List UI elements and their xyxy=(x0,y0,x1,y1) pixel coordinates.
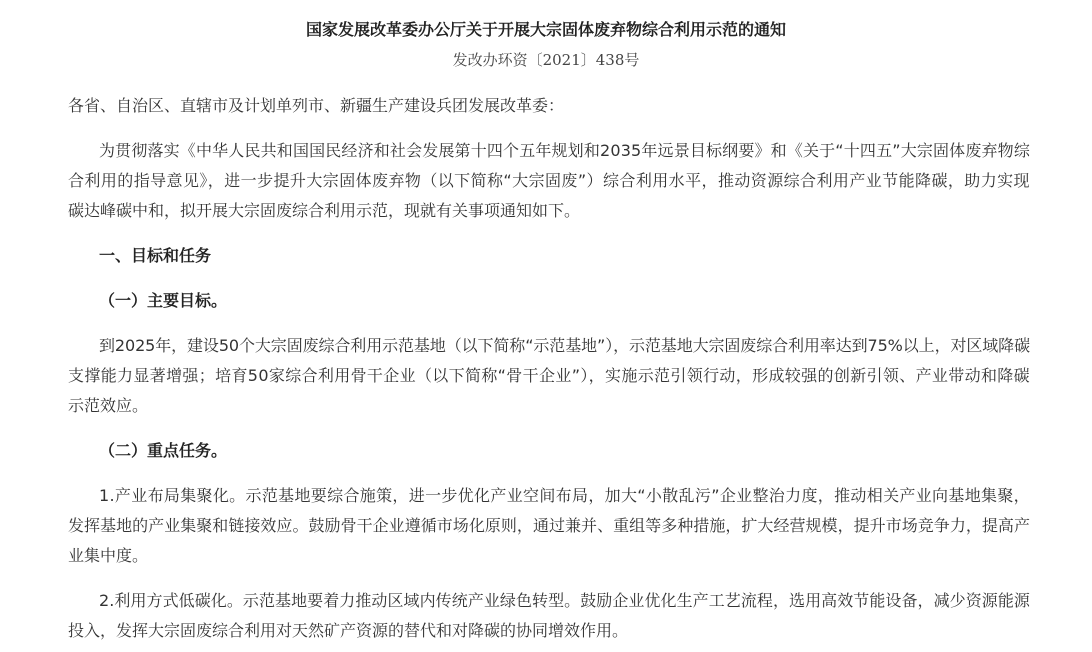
document-number: 发改办环资〔2021〕438号 xyxy=(452,51,640,69)
paragraph-line: 投入，发挥大宗固废综合利用对天然矿产资源的替代和对降碳的协同增效作用。 xyxy=(68,621,629,640)
paragraph-line: 碳达峰碳中和，拟开展大宗固废综合利用示范，现就有关事项通知如下。 xyxy=(68,201,581,220)
paragraph-line: 为贯彻落实《中华人民共和国国民经济和社会发展第十四个五年规划和2035年远景目标纲要》和《关于“十四五”大宗固体废弃物综 xyxy=(99,141,1030,160)
goal-paragraph xyxy=(68,331,1030,421)
paragraph-line: 2.利用方式低碳化。示范基地要着力推动区域内传统产业绿色转型。鼓励企业优化生产工艺流程，选用高效节能设备，减少资源能源 xyxy=(99,591,1030,610)
paragraph-line: 示范效应。 xyxy=(68,396,149,415)
subsection-heading: （一）主要目标。 xyxy=(99,291,228,310)
task-paragraph xyxy=(68,586,1030,646)
intro-paragraph xyxy=(68,136,1030,226)
paragraph-line: 支撑能力显著增强；培育50家综合利用骨干企业（以下简称“骨干企业”），实施示范引领行动，形成较强的创新引领、产业带动和降碳 xyxy=(68,366,1030,385)
subsection-heading: （二）重点任务。 xyxy=(99,441,228,460)
paragraph-line: 到2025年，建设50个大宗固废综合利用示范基地（以下简称“示范基地”），示范基地大宗固废综合利用率达到75%以上，对区域降碳 xyxy=(99,336,1030,355)
paragraph-line: 发挥基地的产业集聚和链接效应。鼓励骨干企业遵循市场化原则，通过兼并、重组等多种措施，扩大经营规模，提升市场竞争力，提高产 xyxy=(68,516,1030,535)
paragraph-line: 合利用的指导意见》，进一步提升大宗固体废弃物（以下简称“大宗固废”）综合利用水平，推动资源综合利用产业节能降碳，助力实现 xyxy=(68,171,1030,190)
salutation: 各省、自治区、直辖市及计划单列市、新疆生产建设兵团发展改革委： xyxy=(68,96,565,115)
section-heading: 一、目标和任务 xyxy=(99,246,212,265)
document-body xyxy=(68,91,1030,646)
paragraph-line: 1.产业布局集聚化。示范基地要综合施策，进一步优化产业空间布局，加大“小散乱污”企业整治力度，推动相关产业向基地集聚， xyxy=(99,486,1030,505)
task-paragraph xyxy=(68,481,1030,571)
document-title: 国家发展改革委办公厅关于开展大宗固体废弃物综合利用示范的通知 xyxy=(305,20,786,39)
paragraph-line: 业集中度。 xyxy=(68,546,149,565)
